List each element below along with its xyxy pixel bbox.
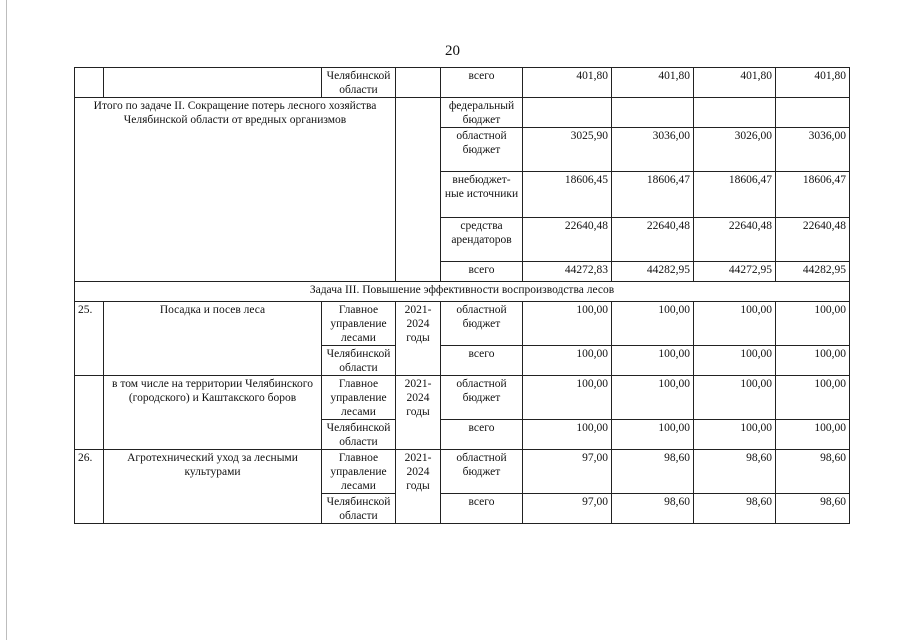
task-heading: Задача III. Повышение эффективности воспроизводства лесов bbox=[75, 282, 850, 302]
program-table bbox=[74, 67, 850, 524]
value-cell bbox=[523, 98, 612, 128]
funding-type-cell: областной бюджет bbox=[441, 302, 523, 346]
scan-left-edge bbox=[6, 0, 7, 640]
executor-cell: Челябинской области bbox=[322, 346, 396, 376]
table-row bbox=[75, 450, 850, 494]
value-cell: 100,00 bbox=[776, 302, 850, 346]
value-cell: 100,00 bbox=[523, 420, 612, 450]
event-name-cell bbox=[104, 68, 322, 98]
value-cell: 18606,47 bbox=[776, 172, 850, 218]
task-total-label: Итого по задаче II. Сокращение потерь лесного хозяйства Челябинской области от вредных организмов bbox=[75, 98, 396, 282]
value-cell: 401,80 bbox=[694, 68, 776, 98]
value-cell: 44282,95 bbox=[776, 262, 850, 282]
value-cell bbox=[776, 98, 850, 128]
value-cell: 98,60 bbox=[612, 450, 694, 494]
event-name-cell: в том числе на территории Челябинского (городского) и Каштакского боров bbox=[104, 376, 322, 450]
funding-type-cell: областной бюджет bbox=[441, 376, 523, 420]
value-cell: 22640,48 bbox=[776, 218, 850, 262]
value-cell: 100,00 bbox=[523, 346, 612, 376]
funding-type-cell: внебюджет-ные источники bbox=[441, 172, 523, 218]
funding-type-cell: всего bbox=[441, 346, 523, 376]
table-row bbox=[75, 68, 850, 98]
value-cell: 100,00 bbox=[523, 302, 612, 346]
table-row bbox=[75, 376, 850, 420]
value-cell: 44272,95 bbox=[694, 262, 776, 282]
value-cell: 100,00 bbox=[776, 346, 850, 376]
period-cell: 2021-2024 годы bbox=[396, 302, 441, 376]
value-cell: 3036,00 bbox=[776, 128, 850, 172]
value-cell: 100,00 bbox=[694, 302, 776, 346]
value-cell: 18606,47 bbox=[694, 172, 776, 218]
value-cell: 100,00 bbox=[694, 420, 776, 450]
executor-cell: Челябинской области bbox=[322, 68, 396, 98]
value-cell: 100,00 bbox=[612, 346, 694, 376]
value-cell: 98,60 bbox=[694, 494, 776, 524]
executor-cell: Челябинской области bbox=[322, 494, 396, 524]
page-number: 20 bbox=[445, 43, 460, 59]
value-cell: 3026,00 bbox=[694, 128, 776, 172]
value-cell: 401,80 bbox=[776, 68, 850, 98]
executor-cell: Главное управление лесами bbox=[322, 450, 396, 494]
executor-cell: Главное управление лесами bbox=[322, 302, 396, 346]
funding-type-cell: областной бюджет bbox=[441, 450, 523, 494]
value-cell: 401,80 bbox=[612, 68, 694, 98]
value-cell: 22640,48 bbox=[694, 218, 776, 262]
row-number-cell: 26. bbox=[75, 450, 104, 524]
value-cell: 100,00 bbox=[612, 420, 694, 450]
value-cell: 18606,45 bbox=[523, 172, 612, 218]
table-row bbox=[75, 98, 850, 128]
row-number-cell bbox=[75, 376, 104, 450]
funding-type-cell: всего bbox=[441, 262, 523, 282]
value-cell: 100,00 bbox=[776, 420, 850, 450]
value-cell: 3025,90 bbox=[523, 128, 612, 172]
row-number-cell: 25. bbox=[75, 302, 104, 376]
period-cell: 2021-2024 годы bbox=[396, 376, 441, 450]
executor-cell: Главное управление лесами bbox=[322, 376, 396, 420]
value-cell: 401,80 bbox=[523, 68, 612, 98]
value-cell: 100,00 bbox=[523, 376, 612, 420]
value-cell: 100,00 bbox=[612, 376, 694, 420]
value-cell bbox=[612, 98, 694, 128]
event-name-cell: Агротехнический уход за лесными культурами bbox=[104, 450, 322, 524]
value-cell: 100,00 bbox=[612, 302, 694, 346]
value-cell: 18606,47 bbox=[612, 172, 694, 218]
value-cell: 98,60 bbox=[694, 450, 776, 494]
value-cell: 97,00 bbox=[523, 494, 612, 524]
value-cell: 97,00 bbox=[523, 450, 612, 494]
funding-type-cell: средства арендаторов bbox=[441, 218, 523, 262]
funding-type-cell: всего bbox=[441, 68, 523, 98]
value-cell: 22640,48 bbox=[612, 218, 694, 262]
value-cell: 22640,48 bbox=[523, 218, 612, 262]
funding-type-cell: федеральный бюджет bbox=[441, 98, 523, 128]
period-cell bbox=[396, 98, 441, 282]
value-cell: 98,60 bbox=[776, 450, 850, 494]
funding-type-cell: всего bbox=[441, 494, 523, 524]
executor-cell: Челябинской области bbox=[322, 420, 396, 450]
table-row bbox=[75, 282, 850, 302]
value-cell bbox=[694, 98, 776, 128]
funding-type-cell: областной бюджет bbox=[441, 128, 523, 172]
period-cell bbox=[396, 68, 441, 98]
value-cell: 100,00 bbox=[694, 376, 776, 420]
period-cell: 2021-2024 годы bbox=[396, 450, 441, 524]
funding-type-cell: всего bbox=[441, 420, 523, 450]
value-cell: 98,60 bbox=[776, 494, 850, 524]
table-row bbox=[75, 302, 850, 346]
value-cell: 3036,00 bbox=[612, 128, 694, 172]
value-cell: 44282,95 bbox=[612, 262, 694, 282]
row-number-cell bbox=[75, 68, 104, 98]
value-cell: 100,00 bbox=[776, 376, 850, 420]
value-cell: 98,60 bbox=[612, 494, 694, 524]
event-name-cell: Посадка и посев леса bbox=[104, 302, 322, 376]
value-cell: 44272,83 bbox=[523, 262, 612, 282]
value-cell: 100,00 bbox=[694, 346, 776, 376]
